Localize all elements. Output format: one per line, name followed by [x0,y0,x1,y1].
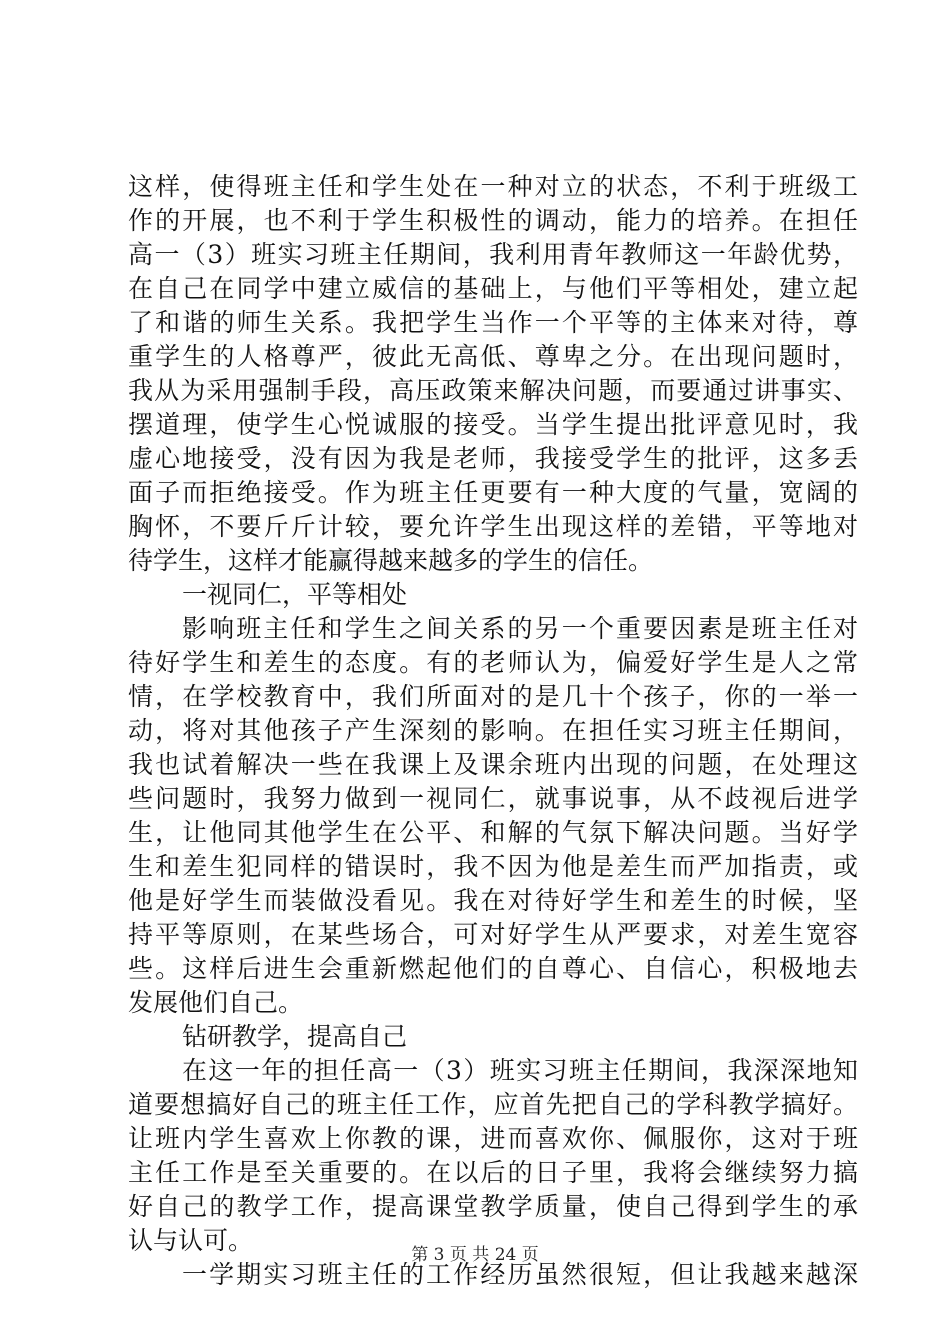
text-line: 动，将对其他孩子产生深刻的影响。在担任实习班主任期间， [128,716,858,745]
text-line: 认与认可。 [128,1226,254,1255]
text-line: 摆道理，使学生心悦诚服的接受。当学生提出批评意见时，我 [128,410,858,439]
text-line: 些。这样后进生会重新燃起他们的自尊心、自信心，积极地去 [128,954,858,983]
text-line: 道要想搞好自己的班主任工作，应首先把自己的学科教学搞好。 [128,1090,858,1119]
text-line: 生，让他同其他学生在公平、和解的气氛下解决问题。当好学 [128,818,858,847]
text-line: 主任工作是至关重要的。在以后的日子里，我将会继续努力搞 [128,1158,858,1187]
text-line: 影响班主任和学生之间关系的另一个重要因素是班主任对 [182,614,858,643]
text-line: 一学期实习班主任的工作经历虽然很短，但让我越来越深 [182,1260,858,1289]
text-line: 重学生的人格尊严，彼此无高低、尊卑之分。在出现问题时， [128,342,858,371]
text-line: 高一（3）班实习班主任期间，我利用青年教师这一年龄优势， [128,240,858,269]
text-line: 让班内学生喜欢上你教的课，进而喜欢你、佩服你，这对于班 [128,1124,858,1153]
text-line: 些问题时，我努力做到一视同仁，就事说事，从不歧视后进学 [128,784,858,813]
text-line: 钻研教学，提高自己 [182,1022,408,1051]
text-line: 好自己的教学工作，提高课堂教学质量，使自己得到学生的承 [128,1192,858,1221]
text-line: 胸怀，不要斤斤计较，要允许学生出现这样的差错，平等地对 [128,512,858,541]
text-line: 我从为采用强制手段，高压政策来解决问题，而要通过讲事实、 [128,376,858,405]
document-body [128,170,858,1292]
text-line: 虚心地接受，没有因为我是老师，我接受学生的批评，这多丢 [128,444,858,473]
text-line: 待好学生和差生的态度。有的老师认为，偏爱好学生是人之常 [128,648,858,677]
text-line: 在自己在同学中建立威信的基础上，与他们平等相处，建立起 [128,274,858,303]
text-line: 我也试着解决一些在我课上及课余班内出现的问题，在处理这 [128,750,858,779]
text-line: 发展他们自己。 [128,988,304,1017]
text-line: 这样，使得班主任和学生处在一种对立的状态，不利于班级工 [128,172,858,201]
text-line: 在这一年的担任高一（3）班实习班主任期间，我深深地知 [182,1056,858,1085]
text-line: 一视同仁，平等相处 [182,580,408,609]
text-line: 面子而拒绝接受。作为班主任更要有一种大度的气量，宽阔的 [128,478,858,507]
text-line: 情，在学校教育中，我们所面对的是几十个孩子，你的一举一 [128,682,858,711]
text-line: 作的开展，也不利于学生积极性的调动，能力的培养。在担任 [128,206,858,235]
page-footer: 第 3 页 共 24 页 [411,1245,539,1265]
text-line: 了和谐的师生关系。我把学生当作一个平等的主体来对待，尊 [128,308,858,337]
text-line: 他是好学生而装做没看见。我在对待好学生和差生的时候，坚 [128,886,858,915]
text-line: 生和差生犯同样的错误时，我不因为他是差生而严加指责，或 [128,852,858,881]
text-line: 待学生，这样才能赢得越来越多的学生的信任。 [128,546,654,575]
text-line: 持平等原则，在某些场合，可对好学生从严要求，对差生宽容 [128,920,858,949]
